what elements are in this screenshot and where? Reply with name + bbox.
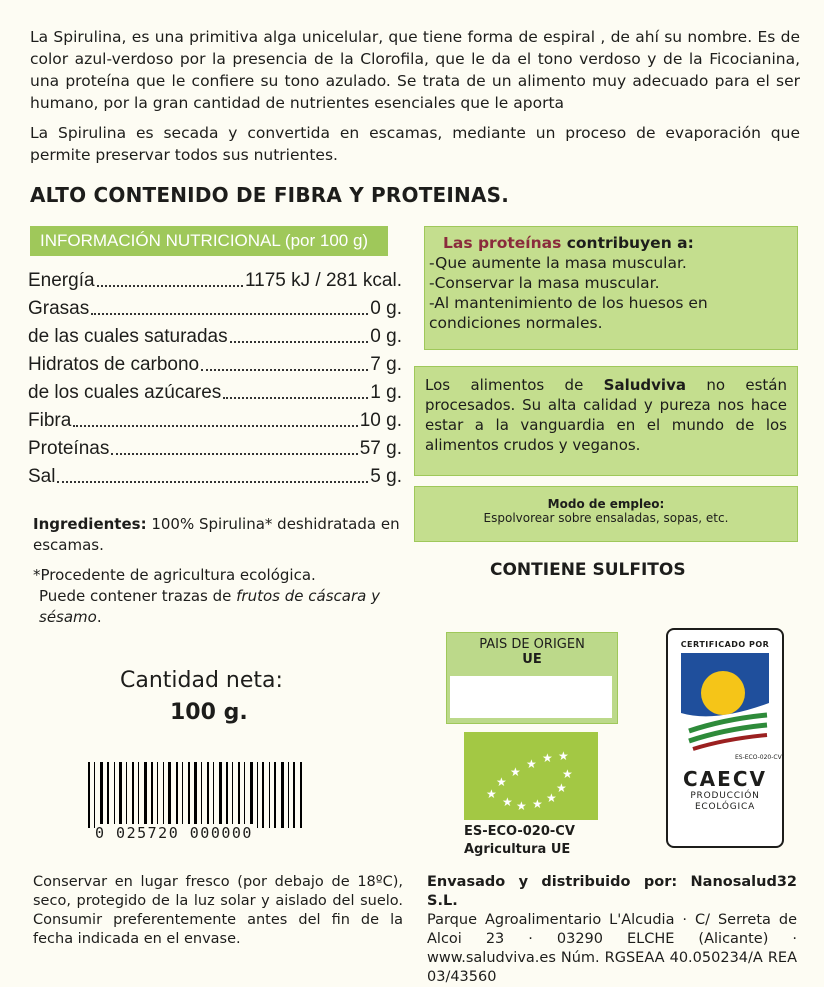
barcode-number: 0 025720 000000: [95, 824, 253, 842]
nutrition-value: 1 g.: [370, 382, 402, 403]
nutrition-row: [28, 462, 402, 488]
caecv-line1: PRODUCCIÓN: [690, 791, 760, 801]
ingredients-text: 100% Spirulina* deshidratada en escamas.: [33, 515, 400, 554]
traces-prefix: Puede contener trazas de: [39, 587, 237, 605]
caecv-certified-label: CERTIFICADO POR: [680, 640, 770, 649]
nutrition-value: 10 g.: [359, 410, 402, 431]
svg-text:★: ★: [526, 757, 537, 771]
intro-paragraph-1: La Spirulina, es una primitiva alga unicelular, que tiene forma de espiral , de ahí su nombre. Es de color azul-verdoso por la presencia de la Clorofila, que le da el tono verdoso y de la Ficocianina, una proteína que le confiere su tono azulado. Se trata de un alimento muy adecuado para el ser humano, por la gran cantidad de nutrientes esenciales que le aporta: [30, 28, 800, 112]
intro-paragraph-2: La Spirulina es secada y convertida en escamas, mediante un proceso de evaporación que permite preservar todos sus nutrientes.: [30, 124, 800, 164]
ingredients: [33, 514, 403, 556]
nutrition-row: [28, 294, 402, 320]
storage-instructions: Conservar en lugar fresco (por debajo de 18ºC), seco, protegido de la luz solar y aislado del suelo. Consumir preferentemente antes del fin de la fecha indicada en el envase.: [33, 874, 403, 947]
caecv-name: CAECV: [683, 767, 767, 791]
sulfites-warning: CONTIENE SULFITOS: [490, 560, 686, 580]
nutrition-row: [28, 350, 402, 376]
traces-note: [33, 586, 403, 628]
nutrition-value: 57 g.: [359, 438, 402, 459]
nutrition-label: Energía: [28, 270, 95, 291]
nutrition-label: Grasas: [28, 298, 90, 319]
eco-code: ES-ECO-020-CV: [464, 824, 575, 839]
distributor-info: [427, 873, 797, 987]
nutrition-label: de las cuales saturadas: [28, 326, 228, 347]
svg-text:★: ★: [546, 791, 557, 805]
nutrition-row: [28, 378, 402, 404]
origin-value: UE: [522, 652, 542, 667]
proteins-title: [425, 233, 797, 253]
nutrition-row: [28, 406, 402, 432]
net-quantity-value: 100 g.: [170, 700, 248, 725]
nutrition-value: 1175 kJ / 281 kcal.: [244, 270, 402, 291]
svg-text:★: ★: [556, 781, 567, 795]
usage-box: [414, 486, 798, 542]
nutrition-row: [28, 434, 402, 460]
ingredients-notes: [33, 565, 403, 628]
origin-box: [446, 632, 618, 724]
distributor-label: Envasado y distribuido por: Nanosalud32 S.L.: [427, 874, 797, 909]
nutrition-label: Fibra: [28, 410, 72, 431]
nutrition-value: 0 g.: [370, 326, 402, 347]
caecv-certification-logo: [666, 628, 784, 848]
svg-text:★: ★: [496, 775, 507, 789]
eu-organic-code: [464, 823, 575, 859]
caecv-code-small: ES-ECO-020-CV: [735, 754, 782, 761]
intro-text: [30, 26, 800, 174]
svg-text:★: ★: [510, 765, 521, 779]
proteins-box: [424, 226, 798, 350]
nutrition-value: 5 g.: [370, 466, 402, 487]
eco-text: Agricultura UE: [464, 842, 571, 857]
nutrition-row: [28, 266, 402, 292]
nutrition-value: 0 g.: [370, 298, 402, 319]
traces-italic: frutos de cáscara y sésamo: [39, 587, 380, 626]
svg-text:★: ★: [516, 799, 527, 813]
saludviva-text-before: Los alimentos de: [425, 376, 604, 394]
svg-text:★: ★: [558, 749, 569, 763]
headline: ALTO CONTENIDO DE FIBRA Y PROTEINAS.: [30, 183, 510, 207]
nutrition-row: [28, 322, 402, 348]
svg-text:★: ★: [532, 797, 543, 811]
nutrition-label: Hidratos de carbono: [28, 354, 200, 375]
net-quantity-label: Cantidad neta:: [120, 668, 283, 693]
proteins-line: -Que aumente la masa muscular.: [429, 254, 687, 272]
origin-label: PAIS DE ORIGEN: [479, 637, 585, 652]
proteins-line: -Conservar la masa muscular.: [429, 274, 660, 292]
ingredients-label: Ingredientes:: [33, 515, 147, 533]
svg-text:★: ★: [502, 795, 513, 809]
proteins-line: -Al mantenimiento de los huesos en condiciones normales.: [429, 294, 708, 332]
usage-title: Modo de empleo:: [547, 497, 665, 511]
svg-text:★: ★: [542, 751, 553, 765]
caecv-landscape-icon: [675, 653, 782, 761]
barcode: [88, 762, 302, 828]
organic-note: *Procedente de agricultura ecológica.: [33, 566, 316, 584]
distributor-text: Parque Agroalimentario L'Alcudia · C/ Serreta de Alcoi 23 · 03290 ELCHE (Alicante) · www.saludviva.es Núm. RGSEAA 40.050234/A REA 03/43560: [427, 912, 797, 985]
nutrition-header: INFORMACIÓN NUTRICIONAL (por 100 g): [30, 226, 388, 256]
saludviva-text-after: no están procesados. Su alta calidad y pureza nos hace estar a la vanguardia en el mundo de los alimentos crudos y veganos.: [425, 376, 788, 454]
nutrition-value: 7 g.: [370, 354, 402, 375]
proteins-title-rest: contribuyen a:: [561, 234, 694, 252]
saludviva-brand: Saludviva: [603, 376, 686, 394]
proteins-title-highlight: Las proteínas: [443, 234, 562, 252]
svg-text:★: ★: [486, 787, 497, 801]
traces-suffix: .: [96, 608, 102, 626]
svg-text:★: ★: [562, 767, 573, 781]
usage-text: Espolvorear sobre ensaladas, sopas, etc.: [483, 511, 729, 525]
caecv-line2: ECOLÓGICA: [694, 802, 756, 812]
saludviva-box: [414, 366, 798, 476]
nutrition-label: de los cuales azúcares: [28, 382, 222, 403]
origin-blank-field: [450, 676, 612, 718]
nutrition-label: Sal: [28, 466, 56, 487]
nutrition-label: Proteínas: [28, 438, 110, 459]
eu-organic-leaf-icon: [464, 732, 598, 820]
